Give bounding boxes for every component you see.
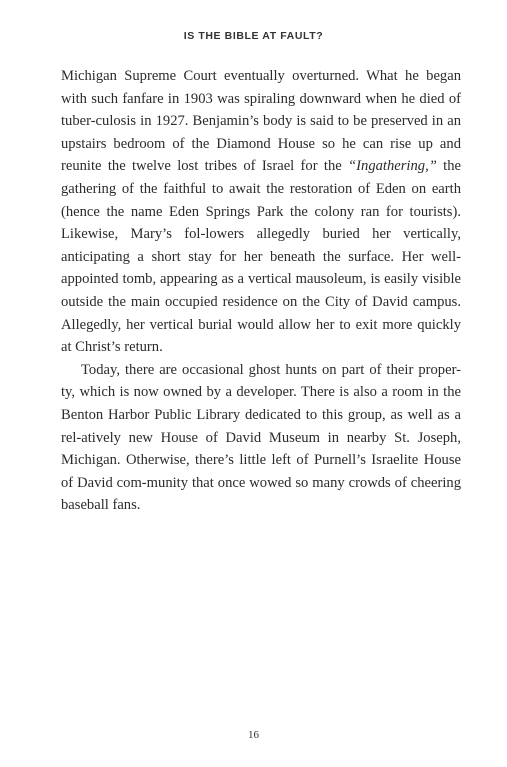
- body-text: [61, 65, 461, 517]
- paragraph-text: the gathering of the faithful to await the restoration of Eden on earth (hence the name Eden Springs Park the colony ran for tourists). Likewise, Mary’s fol-lowers allegedly buried her vertically, anticipating a short stay for her beneath the surface. Her well-appointed tomb, appearing as a vertical mausoleum, is easily visible outside the main occupied residence on the City of David campus. Allegedly, her vertical burial would allow her to exit more quickly at Christ’s return.: [61, 158, 461, 356]
- running-header-title: IS THE BIBLE AT FAULT?: [183, 30, 324, 42]
- paragraph: [61, 65, 461, 359]
- paragraph: Today, there are occasional ghost hunts on part of their proper-ty, which is now owned by a developer. There is also a room in the Benton Harbor Public Library dedicated to this group, as well as a rel-atively new House of David Museum in nearby St. Joseph, Michigan. Otherwise, there’s little left of Purnell’s Israelite House of David com-munity that once wowed so many crowds of cheering baseball fans.: [61, 361, 461, 514]
- page-number: 16: [248, 729, 259, 741]
- italic-term: “Ingathering,”: [348, 158, 437, 175]
- paragraph-text: Michigan Supreme Court eventually overturned. What he began with such fanfare in 1903 was spiraling downward when he died of tuber-culosis in 1927. Benjamin’s body is said to be preserved in an upstairs bedroom of the Diamond House so he can rise up and reunite the twelve lost tribes of Israel for the: [61, 68, 461, 175]
